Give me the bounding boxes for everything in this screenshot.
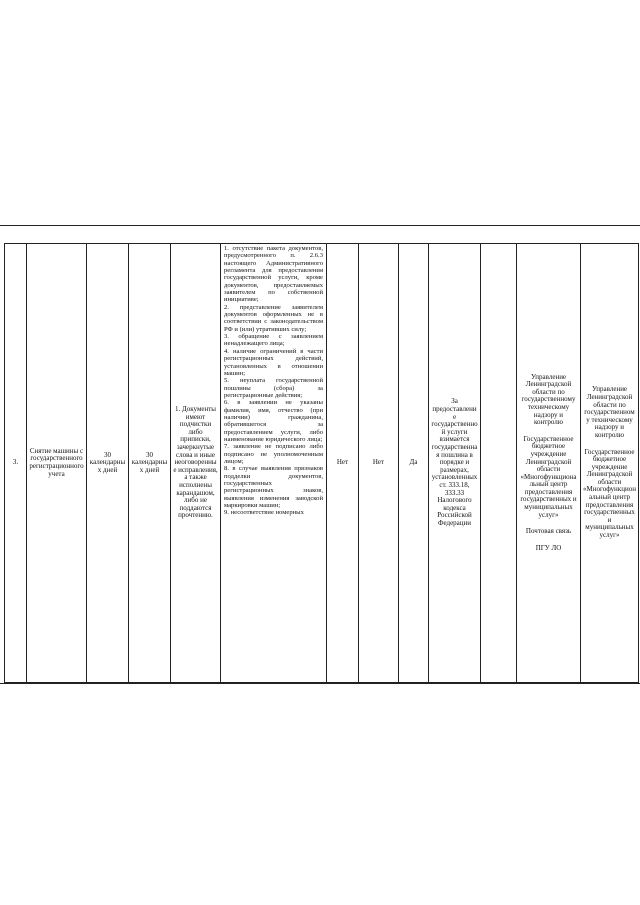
- receive-method-authority: Управление Ленинградской области по государственному техническому надзору и контролю: [584, 385, 635, 439]
- scan-bottom-border: [0, 683, 640, 684]
- apply-method-authority: Управление Ленинградской области по государственному техническому надзору и контролю: [521, 372, 576, 427]
- term-standard: 30 календарных дней: [87, 244, 129, 683]
- row-number: 3.: [5, 244, 27, 683]
- scan-top-border: [0, 225, 640, 226]
- refusal-reason-item: 9. несоответствие номерных: [224, 509, 304, 517]
- apply-method-mfc: Государственное бюджетное учреждение Ленинградской области «Многофункциональный центр предоставления государственных и муниципальных услуг»: [520, 434, 577, 519]
- apply-method-portal: ПГУ ЛО: [535, 543, 562, 552]
- table-row: [5, 244, 639, 683]
- refusal-reason-item: 2. представление заявителем документов оформленных не в соответствии с законодательством РФ и (или) утративших силу;: [224, 303, 323, 333]
- receive-method-mfc: Государственное бюджетное учреждение Ленинградской области «Многофункциональный центр предоставления государственных и муниципальных услуг»: [583, 447, 636, 540]
- fee-required: Да: [399, 244, 429, 683]
- receive-methods: [581, 244, 639, 683]
- refusal-reception-grounds: 1. Документы имеют подчистки либо приписки, зачеркнутые слова и иные неоговоренные исправления, а также исполнены карандашом, либо не поддаются прочтению.: [171, 244, 221, 683]
- refusal-reason-item: 8. в случае выявления признаков подделки документов, государственных регистрационных знаков, выявления изменения заводской маркировки машин;: [224, 465, 323, 510]
- apply-methods: [517, 244, 581, 683]
- refusal-reason-item: 6. в заявлении не указаны фамилия, имя, отчество (при наличии) гражданина, обратившегося за предоставлением услуги, либо наименование юридического лица;: [224, 399, 323, 443]
- apply-method-post: Почтовая связь: [525, 527, 572, 536]
- suspension-grounds: Нет: [327, 244, 359, 683]
- service-table: [4, 243, 639, 683]
- refusal-reason-item: 3. обращение с заявлением ненадлежащего лица;: [224, 333, 323, 348]
- term-extraterritorial: 30 календарных дней: [129, 244, 171, 683]
- refusal-reason-item: 4. наличие ограничений в части регистрационных действий, установленных в отношении машин;: [224, 347, 323, 377]
- fee-details: За предоставление государственной услуги взимается государственная пошлина в порядке и размерах, установленных ст. 333.18, 333.33 Налогового кодекса Российской Федерации: [429, 244, 481, 683]
- refusal-reason-item: 7. заявление не подписано либо подписано не уполномоченным лицом;: [224, 443, 323, 465]
- kbk-cell: [481, 244, 517, 683]
- refusal-reason-item: 5. неуплата государственной пошлины (сбора) за регистрационные действия;: [224, 377, 323, 399]
- suspension-term: Нет: [359, 244, 399, 683]
- refusal-reason-item: 1. отсутствие пакета документов, предусмотренного п. 2.6.3 настоящего Административного регламента для предоставления государственной услуги, кроме документов, предоставляемых заявителем по собственной инициативе;: [224, 245, 323, 304]
- service-name: Снятие машины с государственного регистрационного учета: [27, 244, 87, 683]
- refusal-reasons: [221, 244, 327, 683]
